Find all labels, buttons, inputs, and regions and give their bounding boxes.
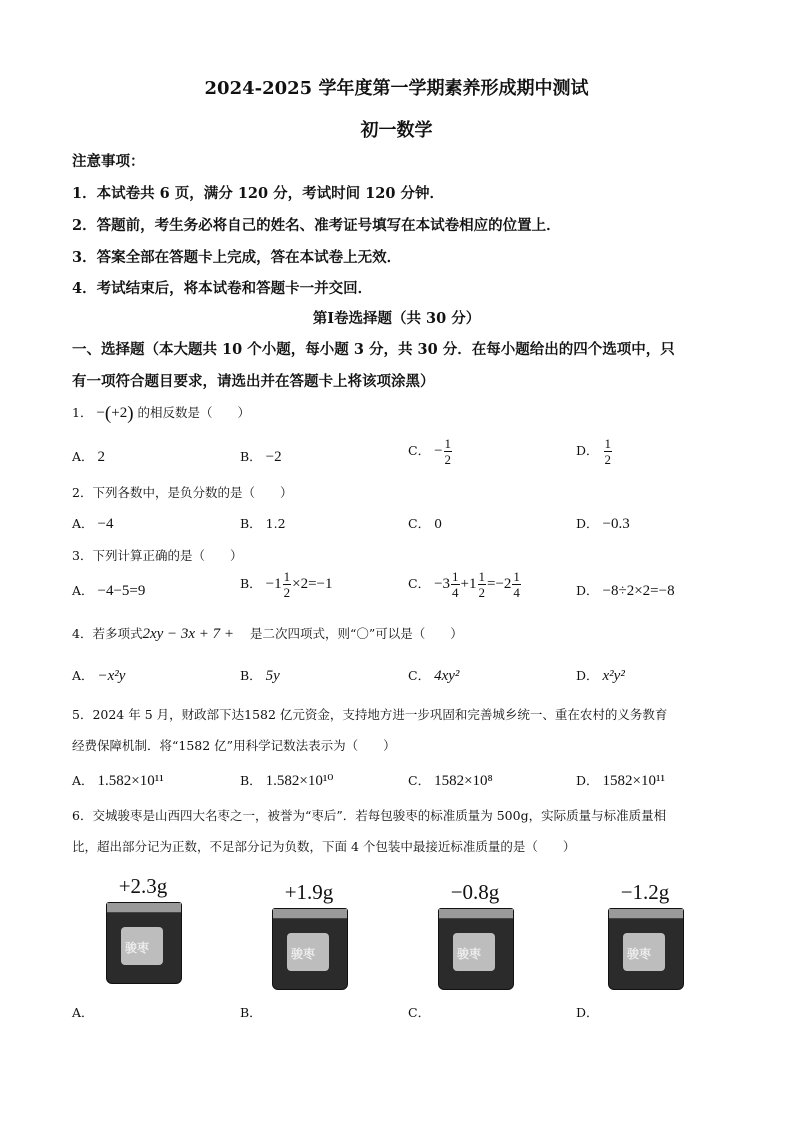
bag-logo: 骏枣 — [291, 947, 316, 961]
bag-logo: 骏枣 — [457, 947, 482, 961]
bag-weight-label: −0.8g — [450, 880, 500, 904]
q5-option-b[interactable]: B． 1.582×10¹⁰ — [240, 773, 334, 789]
q2-option-c[interactable]: C． 0 — [408, 516, 443, 531]
bag-weight-label: +2.3g — [118, 874, 168, 898]
q6-option-d[interactable]: D． — [576, 1005, 599, 1020]
q6-bag-c — [434, 880, 516, 990]
q4-option-d[interactable]: D． x²y² — [576, 668, 625, 684]
exam-subtitle: 初一数学 — [360, 120, 433, 141]
q6-option-a[interactable]: A． — [72, 1005, 94, 1020]
q1-option-c[interactable]: C． − $\frac{1}{2}$ — [408, 436, 452, 467]
note-item: 2．答题前，考生务必将自己的姓名、准考证号填写在本试卷相应的位置上． — [72, 217, 561, 234]
q5-option-d[interactable]: D． 1582×10¹¹ — [576, 773, 665, 789]
section-title: 第Ⅰ卷选择题（共 30 分） — [312, 310, 481, 327]
question-5-stem-2: 经费保障机制．将“1582 亿”用科学记数法表示为（ ） — [72, 738, 396, 753]
note-item: 3．答案全部在答题卡上完成，答在本试卷上无效． — [72, 249, 402, 266]
bag-logo: 骏枣 — [627, 947, 652, 961]
q4-option-a[interactable]: A． −x²y — [72, 668, 126, 684]
q1-expression: −(+2) — [96, 403, 134, 424]
question-4-stem: 4．若多项式2xy − 3x + 7 + 是二次四项式，则“〇”可以是（ ） — [72, 626, 463, 642]
q5-option-a[interactable]: A． 1.582×10¹¹ — [72, 773, 164, 789]
question-6-stem: 6．交城骏枣是山西四大名枣之一，被誉为“枣后”．若每包骏枣的标准质量为 500g，实际质量与标准质量相 — [72, 808, 667, 823]
q1-stem-text: 的相反数是（ ） — [137, 405, 251, 420]
bag-logo: 骏枣 — [125, 941, 150, 955]
note-item: 4．考试结束后，将本试卷和答题卡一并交回． — [72, 280, 373, 297]
q6-bag-a — [102, 874, 184, 984]
question-5-stem: 5．2024 年 5 月，财政部下达1582 亿元资金，支持地方进一步巩固和完善城乡统一、重在农村的义务教育 — [72, 707, 668, 722]
q3-option-a[interactable]: A． −4−5=9 — [72, 583, 146, 599]
q4-option-b[interactable]: B． 5y — [240, 668, 280, 684]
q5-option-c[interactable]: C． 1582×10⁸ — [408, 773, 493, 789]
q1-option-a[interactable]: A． 2 — [72, 449, 106, 465]
q3-option-d[interactable]: D． −8÷2×2=−8 — [576, 583, 675, 599]
question-2-stem: 2．下列各数中，是负分数的是（ ） — [72, 485, 293, 500]
q6-option-b[interactable]: B． — [240, 1005, 262, 1020]
question-1-stem — [72, 403, 250, 425]
q6-bag-b — [268, 880, 350, 990]
q1-option-d[interactable]: D． $\frac{1}{2}$ — [576, 436, 612, 467]
bag-weight-label: −1.2g — [620, 880, 670, 904]
q3-option-b[interactable]: B． −1 $\frac{1}{2}$ ×2=−1 — [240, 569, 333, 600]
q4-expression: 2xy − 3x + 7 + — [142, 626, 235, 642]
q2-option-b[interactable]: B． 1.2 — [240, 516, 286, 531]
exam-title: 2024-2025 学年度第一学期素养形成期中测试 — [204, 78, 589, 99]
q6-option-c[interactable]: C． — [408, 1005, 431, 1020]
bag-weight-label: +1.9g — [284, 880, 334, 904]
q1-option-b[interactable]: B． −2 — [240, 449, 282, 465]
q4-option-c[interactable]: C． 4xy² — [408, 668, 460, 684]
question-3-stem: 3．下列计算正确的是（ ） — [72, 548, 243, 563]
question-number: 1． — [72, 405, 93, 420]
question-6-stem-2: 比，超出部分记为正数，不足部分记为负数，下面 4 个包装中最接近标准质量的是（ ） — [72, 839, 576, 854]
q3-option-c[interactable]: C． −3 $\frac{1}{4}$ +1 $\frac{1}{2}$ =−2 $\frac{1}{4}$ — [408, 569, 520, 600]
section-instruction: 有一项符合题目要求，请选出并在答题卡上将该项涂黑） — [72, 373, 435, 390]
q2-option-a[interactable]: A． −4 — [72, 516, 114, 532]
section-instruction: 一、选择题（本大题共 10 个小题，每小题 3 分，共 30 分．在每小题给出的四个选项中，只 — [72, 341, 675, 358]
notes-heading: 注意事项： — [72, 153, 145, 170]
note-item: 1．本试卷共 6 页，满分 120 分，考试时间 120 分钟． — [72, 185, 444, 202]
q2-option-d[interactable]: D． −0.3 — [576, 516, 630, 532]
q6-bag-d — [604, 880, 686, 990]
